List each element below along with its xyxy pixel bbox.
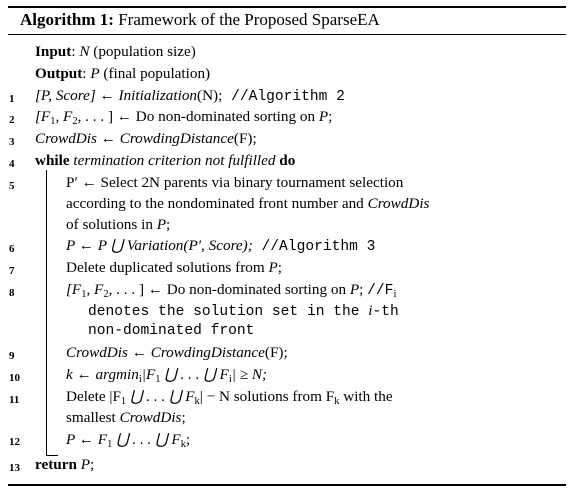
input-label: Input <box>35 43 72 60</box>
step-1-arg: (N); <box>197 87 223 104</box>
step-7-end: ; <box>277 259 282 276</box>
step-9-fn: CrowdingDistance <box>150 344 265 361</box>
step-9 <box>66 343 288 362</box>
do-keyword: do <box>279 152 296 169</box>
step-2-a: [F <box>35 108 51 125</box>
output-label: Output <box>35 65 83 82</box>
step-7 <box>66 258 282 277</box>
output-line: Output: P (final population) <box>35 65 211 82</box>
step-12 <box>66 430 190 449</box>
line-number: 5 <box>9 180 15 192</box>
step-9-arg: (F); <box>264 344 288 361</box>
step-8a-sub2: 2 <box>103 289 109 300</box>
step-5c-var: P <box>156 216 166 233</box>
step-8b <box>88 301 399 322</box>
input-var: N <box>79 43 90 60</box>
input-text: (population size) <box>93 43 196 60</box>
line-number: 8 <box>9 287 15 299</box>
step-4 <box>35 151 295 170</box>
step-2-rest: , . . . ] ← Do non-dominated sorting on <box>77 108 319 125</box>
step-6-lhs: P ← P ⋃ <box>66 237 127 254</box>
step-8a-rest: , . . . ] ← Do non-dominated sorting on <box>108 281 350 298</box>
step-11a-end: with the <box>339 388 393 405</box>
step-11a-sub3: k <box>334 396 340 407</box>
step-11b-end: ; <box>181 409 186 426</box>
step-11a-sub2: k <box>194 396 200 407</box>
step-8a <box>66 280 396 301</box>
step-5b-text: according to the nondominated front number and <box>66 195 368 212</box>
line-number: 12 <box>9 436 20 448</box>
step-8b-text: denotes the solution set in the <box>88 304 369 320</box>
line-number: 6 <box>9 243 15 255</box>
step-7-var: P <box>268 259 278 276</box>
step-11b-var: CrowdDis <box>119 409 182 426</box>
line-number: 10 <box>9 372 20 384</box>
title-rule <box>8 34 566 35</box>
step-3-arg: (F); <box>233 130 257 147</box>
step-8a-end: ; <box>359 281 368 298</box>
step-8c-text: non-dominated front <box>88 323 255 339</box>
step-10-sub2: i <box>228 374 232 385</box>
step-8a-mid: , F <box>86 281 104 298</box>
line-number: 13 <box>9 462 20 474</box>
step-10 <box>66 365 267 384</box>
input-line: Input: N (population size) <box>35 43 196 60</box>
top-rule <box>8 6 566 8</box>
step-2 <box>35 107 332 126</box>
step-3-fn: CrowdingDistance <box>119 130 234 147</box>
line-number: 9 <box>9 350 15 362</box>
loop-bar <box>46 170 47 456</box>
step-11b <box>66 408 186 427</box>
step-10-end: | ≥ N; <box>231 366 268 383</box>
step-1 <box>35 86 345 107</box>
step-1-lhs: [P, Score] ← <box>35 87 119 104</box>
line-number: 7 <box>9 265 15 277</box>
line-number: 4 <box>9 158 15 170</box>
step-5c <box>66 215 170 234</box>
step-6-arg: (P′, Score); <box>183 237 253 254</box>
step-11a-mid: ⋃ . . . ⋃ F <box>126 388 195 405</box>
step-8a-var: P <box>349 281 360 298</box>
step-3-arrow: ← <box>96 130 120 147</box>
line-number: 2 <box>9 114 15 126</box>
step-12-end: ; <box>185 431 191 448</box>
step-1-fn: Initialization <box>118 87 198 104</box>
line-number: 1 <box>9 93 15 105</box>
step-3-lhs: CrowdDis <box>35 130 97 147</box>
while-condition: termination criterion not fulfilled <box>73 152 276 169</box>
step-11a-a: Delete |F <box>66 388 121 405</box>
step-10-mid: ⋃ . . . ⋃ F <box>160 366 229 383</box>
step-12-sub2: k <box>180 439 186 450</box>
step-11a-rest: | − N solutions from F <box>199 388 335 405</box>
step-12-sub1: 1 <box>107 439 113 450</box>
step-10-a: k ← argmin <box>66 366 139 383</box>
step-11a <box>66 387 393 406</box>
algorithm-label: Algorithm 1: <box>20 10 114 29</box>
step-8a-sub1: 1 <box>81 289 87 300</box>
line-number: 11 <box>9 394 20 406</box>
step-6-comment: //Algorithm 3 <box>252 239 376 255</box>
line-number: 3 <box>9 136 15 148</box>
step-10-rest: |F <box>141 366 156 383</box>
return-keyword: return <box>35 456 77 473</box>
step-2-end: ; <box>328 108 333 125</box>
return-end: ; <box>89 456 95 473</box>
return-var: P <box>80 456 90 473</box>
step-5c-end: ; <box>166 216 171 233</box>
step-12-a: P ← F <box>66 431 108 448</box>
step-6 <box>66 236 375 257</box>
step-5b-var: CrowdDis <box>367 195 430 212</box>
bottom-rule <box>8 484 566 486</box>
step-2-var: P <box>318 108 329 125</box>
step-8b-var: i <box>368 302 373 319</box>
step-8c <box>88 322 254 341</box>
step-11a-sub1: 1 <box>120 396 127 407</box>
step-8a-comment-sub: i <box>393 289 397 300</box>
algorithm-name: Framework of the Proposed SparseEA <box>118 10 380 29</box>
step-8b-end: -th <box>372 304 399 320</box>
step-5a <box>66 173 403 192</box>
step-10-sub1: 1 <box>155 374 161 385</box>
step-5a-text: P′ ← Select 2N parents via binary tournament selection <box>66 174 404 191</box>
output-text: (final population) <box>103 65 211 82</box>
step-5b <box>66 194 429 213</box>
step-1-comment: //Algorithm 2 <box>222 89 345 105</box>
step-8a-a: [F <box>66 281 82 298</box>
step-3 <box>35 129 257 148</box>
algorithm-title <box>20 9 380 31</box>
step-13 <box>35 455 94 474</box>
step-9-lhs: CrowdDis <box>66 344 128 361</box>
step-8a-comment: //F <box>367 283 394 299</box>
step-9-arrow: ← <box>127 344 151 361</box>
step-2-sub2: 2 <box>72 116 78 127</box>
step-5c-text: of solutions in <box>66 216 157 233</box>
step-6-fn: Variation <box>126 237 184 254</box>
step-2-sub1: 1 <box>50 116 56 127</box>
step-11b-text: smallest <box>66 409 120 426</box>
step-12-mid: ⋃ . . . ⋃ F <box>112 431 181 448</box>
step-2-mid: , F <box>55 108 73 125</box>
step-10-sub: i <box>138 374 142 385</box>
while-keyword: while <box>35 152 70 169</box>
step-7-text: Delete duplicated solutions from <box>66 259 269 276</box>
output-var: P <box>90 65 100 82</box>
